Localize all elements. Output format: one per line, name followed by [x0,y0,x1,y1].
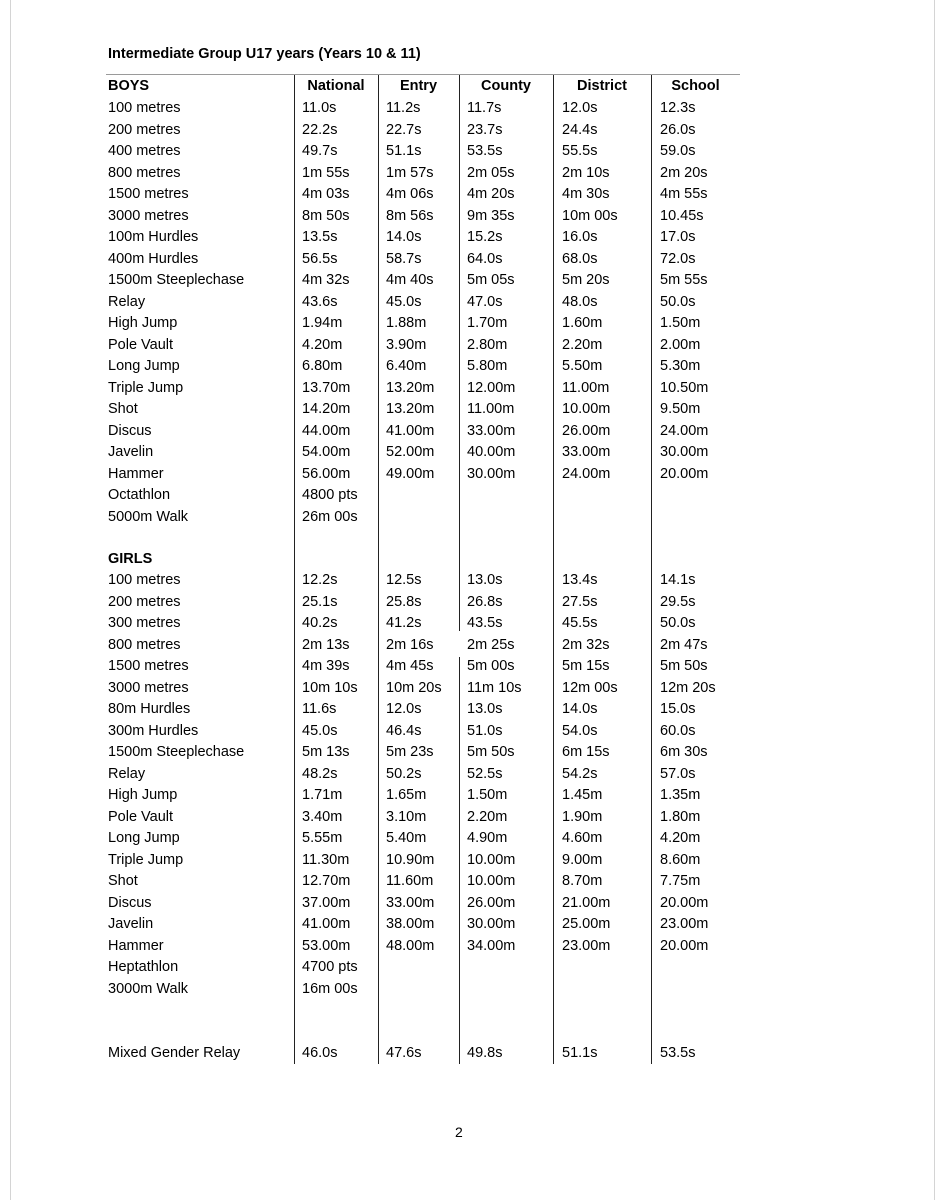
event-name: Shot [108,873,138,889]
school-value: 20.00m [660,937,709,954]
national-value: 26m 00s [302,508,358,525]
district-value: 13.4s [562,572,598,588]
table-row [0,850,945,872]
county-value: 49.8s [467,1045,503,1061]
county-value: 13.0s [467,572,503,588]
entry-value: 46.4s [386,722,422,739]
column-header-entry: Entry [399,78,438,94]
entry-value: 13.20m [386,401,435,417]
event-name: Javelin [108,444,154,460]
entry-value: 33.00m [386,894,435,911]
county-value: 40.00m [467,444,516,460]
county-value: 11m 10s [467,679,522,696]
table-row [0,871,945,893]
table-row [0,893,945,915]
school-value: 7.75m [660,873,701,889]
entry-value: 4m 40s [386,272,434,288]
national-value: 10m 10s [302,679,358,696]
county-value: 26.00m [467,894,516,911]
school-value: 2m 20s [660,164,708,181]
event-name: Hammer [108,465,164,482]
table-row [0,742,945,764]
entry-value: 2m 16s [386,636,434,653]
county-value: 5m 05s [467,272,515,288]
table-row [0,807,945,829]
national-value: 1m 55s [302,164,350,181]
table-row [0,421,945,443]
school-value: 5.30m [660,358,701,374]
national-value: 4m 39s [302,658,350,674]
table-row [0,570,945,592]
county-value: 11.7s [467,100,502,116]
table-row [0,98,945,120]
event-name: 80m Hurdles [108,701,191,717]
national-value: 45.0s [302,722,338,739]
table-row [0,356,945,378]
school-value: 50.0s [660,293,696,310]
district-value: 51.1s [562,1045,598,1061]
entry-value: 10m 20s [386,679,442,696]
entry-value: 13.20m [386,379,435,396]
district-value: 14.0s [562,701,598,717]
event-name: 400m Hurdles [108,250,199,267]
county-value: 43.5s [467,615,503,631]
entry-value: 6.40m [386,358,427,374]
national-value: 40.2s [302,615,338,631]
event-name: Shot [108,401,138,417]
event-name: 1500 metres [108,658,189,674]
entry-value: 4m 45s [386,658,434,674]
school-value: 15.0s [660,701,696,717]
table-row [0,957,945,979]
event-name: 3000 metres [108,207,189,224]
table-row [0,914,945,936]
national-value: 4.20m [302,336,343,353]
national-value: 12.70m [302,873,351,889]
district-value: 21.00m [562,894,611,911]
district-value: 5m 15s [562,658,610,674]
entry-value: 25.8s [386,593,422,610]
event-name: Heptathlon [108,959,179,975]
title-rule [106,74,740,75]
school-value: 12m 20s [660,679,716,696]
event-name: Octathlon [108,487,171,503]
event-name: Long Jump [108,358,180,374]
table-row [0,378,945,400]
national-value: 5.55m [302,830,343,846]
national-value: 11.30m [302,851,350,868]
entry-value: 3.10m [386,808,427,825]
entry-value: 58.7s [386,250,422,267]
district-value: 12m 00s [562,679,618,696]
entry-value: 1.65m [386,787,427,803]
county-value: 30.00m [467,465,516,482]
table-row [0,206,945,228]
event-name: 3000 metres [108,679,189,696]
entry-value: 41.00m [386,422,435,439]
district-value: 5m 20s [562,272,610,288]
entry-value: 11.60m [386,873,434,889]
entry-value: 12.0s [386,701,422,717]
national-value: 46.0s [302,1045,338,1061]
school-value: 1.35m [660,787,701,803]
county-value: 5m 50s [467,744,515,760]
table-row [0,249,945,271]
national-value: 13.5s [302,229,338,245]
district-value: 24.00m [562,465,611,482]
table-row [0,785,945,807]
school-value: 23.00m [660,916,709,932]
school-value: 17.0s [660,229,696,245]
table-row [0,507,945,529]
county-value: 47.0s [467,293,503,310]
event-name: High Jump [108,787,178,803]
national-value: 22.2s [302,121,338,138]
county-value: 5m 00s [467,658,515,674]
national-value: 43.6s [302,293,338,310]
district-value: 54.2s [562,765,598,782]
national-value: 11.0s [302,100,337,116]
school-value: 10.50m [660,379,709,396]
national-value: 41.00m [302,916,351,932]
district-value: 68.0s [562,250,598,267]
district-value: 1.60m [562,315,603,331]
event-name: 5000m Walk [108,508,189,525]
school-value: 26.0s [660,121,696,138]
district-value: 23.00m [562,937,611,954]
section-heading-girls: GIRLS [108,551,153,567]
table-row [0,979,945,1001]
event-name: 300m Hurdles [108,722,199,739]
school-value: 2m 47s [660,636,708,653]
event-name: Hammer [108,937,164,954]
school-value: 1.80m [660,808,701,825]
county-value: 2.20m [467,808,508,825]
district-value: 2.20m [562,336,603,353]
entry-value: 11.2s [386,100,421,116]
national-value: 12.2s [302,572,338,588]
county-value: 15.2s [467,229,503,245]
national-value: 1.94m [302,315,343,331]
school-value: 14.1s [660,572,696,588]
national-value: 3.40m [302,808,343,825]
county-value: 1.70m [467,315,508,331]
column-header-county: County [481,78,531,94]
table-row [0,721,945,743]
table-row [0,399,945,421]
event-name: Relay [108,293,146,310]
event-name: 100 metres [108,572,181,588]
district-value: 9.00m [562,851,603,868]
table-row [0,485,945,507]
district-value: 54.0s [562,722,598,739]
table-row [0,292,945,314]
table-row [0,613,945,635]
table-row [0,184,945,206]
table-row [0,270,945,292]
entry-value: 49.00m [386,465,435,482]
national-value: 48.2s [302,765,338,782]
table-row [0,335,945,357]
district-value: 2m 32s [562,636,610,653]
school-value: 5m 50s [660,658,708,674]
entry-value: 12.5s [386,572,422,588]
entry-value: 8m 56s [386,207,434,224]
school-value: 30.00m [660,444,709,460]
entry-value: 38.00m [386,916,435,932]
column-header-district: District [577,78,627,94]
school-value: 29.5s [660,593,696,610]
national-value: 25.1s [302,593,338,610]
school-value: 4m 55s [660,186,708,202]
school-value: 59.0s [660,143,696,159]
county-value: 2m 05s [467,164,515,181]
entry-value: 45.0s [386,293,422,310]
entry-value: 41.2s [386,615,422,631]
school-value: 53.5s [660,1045,696,1061]
entry-value: 48.00m [386,937,435,954]
table-row [0,936,945,958]
school-value: 6m 30s [660,744,708,760]
county-value: 33.00m [467,422,516,439]
event-name: 100 metres [108,100,181,116]
national-value: 2m 13s [302,636,350,653]
county-value: 52.5s [467,765,503,782]
national-value: 44.00m [302,422,351,439]
table-row [0,699,945,721]
table-row [0,141,945,163]
school-value: 10.45s [660,207,704,224]
table-row [0,592,945,614]
district-value: 24.4s [562,121,598,138]
national-value: 4800 pts [302,487,358,503]
table-row-mixed-relay [0,1043,945,1065]
county-value: 53.5s [467,143,503,159]
county-value: 4.90m [467,830,508,846]
district-value: 33.00m [562,444,611,460]
event-name: 800 metres [108,164,181,181]
county-value: 2.80m [467,336,508,353]
table-row [0,227,945,249]
school-value: 8.60m [660,851,701,868]
county-value: 5.80m [467,358,508,374]
district-value: 1.45m [562,787,603,803]
county-value: 64.0s [467,250,503,267]
county-value: 51.0s [467,722,503,739]
county-value: 26.8s [467,593,503,610]
school-value: 72.0s [660,250,696,267]
page-title: Intermediate Group U17 years (Years 10 & 11) [108,46,421,62]
table-row [0,464,945,486]
district-value: 26.00m [562,422,611,439]
county-value: 4m 20s [467,186,515,202]
event-name: 1500 metres [108,186,189,202]
district-value: 1.90m [562,808,603,825]
national-value: 54.00m [302,444,351,460]
national-value: 4m 32s [302,272,350,288]
column-header-school: School [671,78,720,94]
table-row [0,764,945,786]
national-value: 53.00m [302,937,351,954]
national-value: 14.20m [302,401,351,417]
table-row [0,635,945,657]
county-value: 10.00m [467,873,516,889]
table-row [0,678,945,700]
county-value: 30.00m [467,916,516,932]
event-name: Long Jump [108,830,180,846]
event-name: 200 metres [108,121,181,138]
district-value: 6m 15s [562,744,610,760]
table-row [0,163,945,185]
national-value: 6.80m [302,358,343,374]
national-value: 56.5s [302,250,338,267]
county-value: 23.7s [467,121,503,138]
entry-value: 4m 06s [386,186,434,202]
entry-value: 5.40m [386,830,427,846]
table-row [0,656,945,678]
entry-value: 1.88m [386,315,427,331]
event-name: Triple Jump [108,851,184,868]
school-value: 2.00m [660,336,701,353]
event-name: 300 metres [108,615,181,631]
event-name: Mixed Gender Relay [108,1045,241,1061]
county-value: 10.00m [467,851,516,868]
district-value: 27.5s [562,593,598,610]
district-value: 5.50m [562,358,603,374]
school-value: 4.20m [660,830,701,846]
school-value: 20.00m [660,894,709,911]
school-value: 1.50m [660,315,701,331]
event-name: 1500m Steeplechase [108,744,245,760]
table-row [0,313,945,335]
national-value: 4700 pts [302,959,358,975]
county-value: 12.00m [467,379,516,396]
school-value: 24.00m [660,422,709,439]
county-value: 34.00m [467,937,516,954]
school-value: 5m 55s [660,272,708,288]
event-name: 3000m Walk [108,980,189,997]
district-value: 12.0s [562,100,598,116]
event-name: Discus [108,422,152,439]
entry-value: 10.90m [386,851,435,868]
national-value: 37.00m [302,894,351,911]
school-value: 57.0s [660,765,696,782]
national-value: 56.00m [302,465,351,482]
page-number: 2 [455,1124,463,1140]
national-value: 11.6s [302,701,337,717]
entry-value: 5m 23s [386,744,434,760]
event-name: Javelin [108,916,154,932]
district-value: 45.5s [562,615,598,631]
table-row [0,442,945,464]
county-value: 2m 25s [467,636,515,653]
entry-value: 52.00m [386,444,435,460]
national-value: 1.71m [302,787,343,803]
district-value: 11.00m [562,379,610,396]
district-value: 4m 30s [562,186,610,202]
column-header-national: National [307,78,365,94]
event-name: 100m Hurdles [108,229,199,245]
national-value: 8m 50s [302,207,350,224]
district-value: 48.0s [562,293,598,310]
entry-value: 51.1s [386,143,422,159]
county-value: 1.50m [467,787,508,803]
national-value: 49.7s [302,143,338,159]
event-name: Triple Jump [108,379,184,396]
county-value: 11.00m [467,401,515,417]
district-value: 10m 00s [562,207,618,224]
school-value: 50.0s [660,615,696,631]
entry-value: 1m 57s [386,164,434,181]
school-value: 60.0s [660,722,696,739]
national-value: 13.70m [302,379,351,396]
district-value: 10.00m [562,401,611,417]
table-row [0,120,945,142]
district-value: 8.70m [562,873,603,889]
national-value: 16m 00s [302,980,358,997]
event-name: Relay [108,765,146,782]
national-value: 5m 13s [302,744,350,760]
event-name: Discus [108,894,152,911]
section-heading-boys: BOYS [108,78,150,94]
event-name: High Jump [108,315,178,331]
district-value: 25.00m [562,916,611,932]
event-name: 800 metres [108,636,181,653]
school-value: 9.50m [660,401,701,417]
school-value: 12.3s [660,100,696,116]
entry-value: 22.7s [386,121,422,138]
national-value: 4m 03s [302,186,350,202]
entry-value: 14.0s [386,229,422,245]
event-name: Pole Vault [108,808,174,825]
county-value: 13.0s [467,701,503,717]
district-value: 4.60m [562,830,603,846]
event-name: 400 metres [108,143,181,159]
event-name: 1500m Steeplechase [108,272,245,288]
district-value: 16.0s [562,229,598,245]
entry-value: 3.90m [386,336,427,353]
county-value: 9m 35s [467,207,515,224]
entry-value: 50.2s [386,765,422,782]
district-value: 55.5s [562,143,598,159]
event-name: Pole Vault [108,336,174,353]
district-value: 2m 10s [562,164,610,181]
entry-value: 47.6s [386,1045,422,1061]
school-value: 20.00m [660,465,709,482]
table-row [0,828,945,850]
event-name: 200 metres [108,593,181,610]
